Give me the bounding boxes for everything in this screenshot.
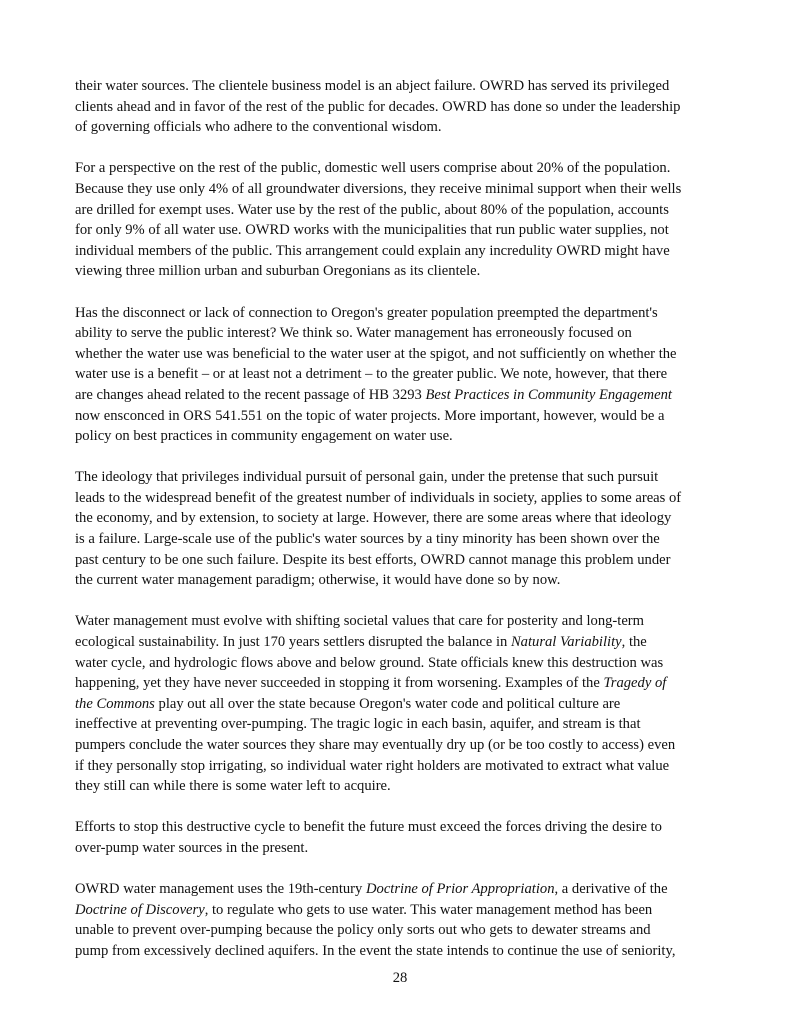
text-run: they still can while there is some water left to acquire. [75, 778, 391, 795]
text-line [75, 776, 735, 797]
text-run: pumpers conclude the water sources they share may eventually dry up (or be too costly to access) even [75, 737, 676, 753]
text-run: leads to the widespread benefit of the greatest number of individuals in society, applies to some areas of [75, 489, 682, 506]
text-line [75, 220, 735, 241]
text-line [75, 508, 735, 529]
text-line [75, 714, 735, 735]
text-run: play out all over the state because Oregon's water code and political culture are [154, 695, 621, 712]
text-run: clients ahead and in favor of the rest of the public for decades. OWRD has done so under the leadership [75, 98, 681, 115]
paragraph [75, 467, 735, 591]
text-line [75, 200, 735, 221]
text-line [75, 406, 735, 427]
text-line [75, 364, 735, 385]
text-run: , to regulate who gets to use water. This water management method has been [204, 901, 653, 918]
text-run: , the [621, 634, 647, 651]
text-run: policy on best practices in community engagement on water use. [75, 428, 453, 445]
text-line [75, 488, 735, 509]
text-line [75, 467, 735, 488]
italic-text: the Commons [75, 695, 155, 712]
document-body [75, 76, 735, 982]
text-run: For a perspective on the rest of the public, domestic well users comprise about 20% of the population. [75, 160, 671, 177]
text-run: The ideology that privileges individual pursuit of personal gain, under the pretense that such pursuit [75, 469, 659, 486]
text-run: pump from excessively declined aquifers. In the event the state intends to continue the use of seniority, [75, 942, 676, 959]
text-line [75, 900, 735, 921]
paragraph [75, 817, 735, 858]
text-line [75, 550, 735, 571]
text-run: Water management must evolve with shifting societal values that care for posterity and long-term [75, 613, 645, 630]
text-run: for only 9% of all water use. OWRD works with the municipalities that run public water supplies, not [75, 222, 669, 239]
text-line [75, 529, 735, 550]
text-line [75, 76, 735, 97]
text-line [75, 179, 735, 200]
text-run: ability to serve the public interest? We think so. Water management has erroneously focused on [75, 325, 632, 342]
text-run: viewing three million urban and suburban Oregonians as its clientele. [75, 263, 481, 280]
text-line [75, 694, 735, 715]
text-run: unable to prevent over-pumping because the policy only sorts out who gets to dewater streams and [75, 922, 651, 939]
text-run: ecological sustainability. In just 170 years settlers disrupted the balance in [75, 634, 511, 651]
paragraph [75, 879, 735, 961]
page-number: 28 [392, 970, 408, 986]
text-run: Because they use only 4% of all groundwater diversions, they receive minimal support when their wells [75, 180, 682, 197]
text-run: water cycle, and hydrologic flows above and below ground. State officials knew this destruction was [75, 654, 664, 671]
text-run: OWRD water management uses the 19th-century [75, 881, 366, 898]
text-line [75, 632, 735, 653]
text-run: the economy, and by extension, to society at large. However, there are some areas where that ideology [75, 510, 672, 527]
text-line [75, 920, 735, 941]
text-line [75, 323, 735, 344]
text-run: Efforts to stop this destructive cycle to benefit the future must exceed the forces driving the desire to [75, 819, 662, 836]
text-line [75, 611, 735, 632]
italic-text: Doctrine of Discovery [75, 901, 205, 918]
text-line [75, 241, 735, 262]
text-run: whether the water use was beneficial to the water user at the spigot, and not sufficiently on whether the [75, 345, 677, 362]
text-line [75, 117, 735, 138]
text-run: over-pump water sources in the present. [75, 839, 309, 856]
text-run: water use is a benefit – or at least not a detriment – to the greater public. We note, however, that there [75, 366, 668, 383]
text-run: , a derivative of the [554, 881, 668, 898]
italic-text: Doctrine of Prior Appropriation [365, 881, 555, 898]
text-line [75, 756, 735, 777]
text-run: are drilled for exempt uses. Water use by the rest of the public, about 80% of the population, accounts [75, 201, 669, 218]
text-run: individual members of the public. This arrangement could explain any incredulity OWRD might have [75, 242, 670, 259]
text-line [75, 303, 735, 324]
text-run: their water sources. The clientele business model is an abject failure. OWRD has served its privileged [75, 78, 670, 94]
paragraph [75, 76, 735, 138]
paragraph [75, 611, 735, 796]
text-line [75, 879, 735, 900]
text-run: now ensconced in ORS 541.551 on the topic of water projects. More important, however, would be a [75, 407, 665, 424]
text-line [75, 97, 735, 118]
italic-text: Best Practices in Community Engagement [425, 386, 672, 403]
text-run: of governing officials who adhere to the conventional wisdom. [75, 119, 442, 136]
text-run: if they personally stop irrigating, so individual water right holders are motivated to extract what value [75, 757, 670, 774]
text-run: is a failure. Large-scale use of the public's water sources by a tiny minority has been shown over the [75, 531, 660, 548]
text-run: are changes ahead related to the recent passage of HB 3293 [75, 386, 426, 403]
text-run: ineffective at preventing over-pumping. The tragic logic in each basin, aquifer, and stream is that [75, 716, 641, 733]
text-line [75, 261, 735, 282]
text-run: past century to be one such failure. Despite its best efforts, OWRD cannot manage this problem under [75, 551, 671, 568]
text-line [75, 838, 735, 859]
text-line [75, 941, 735, 962]
text-run: the current water management paradigm; otherwise, it would have done so by now. [75, 572, 561, 589]
paragraph [75, 303, 735, 447]
italic-text: Tragedy of [603, 675, 667, 692]
text-line [75, 673, 735, 694]
text-line [75, 344, 735, 365]
text-line [75, 817, 735, 838]
paragraph [75, 158, 735, 282]
italic-text: Natural Variability [510, 634, 622, 651]
text-run: Has the disconnect or lack of connection to Oregon's greater population preempted the department's [75, 304, 658, 321]
text-run: happening, yet they have never succeeded in stopping it from worsening. Examples of the [75, 675, 604, 692]
text-line [75, 570, 735, 591]
text-line [75, 385, 735, 406]
text-line [75, 653, 735, 674]
text-line [75, 158, 735, 179]
text-line [75, 426, 735, 447]
text-line [75, 735, 735, 756]
